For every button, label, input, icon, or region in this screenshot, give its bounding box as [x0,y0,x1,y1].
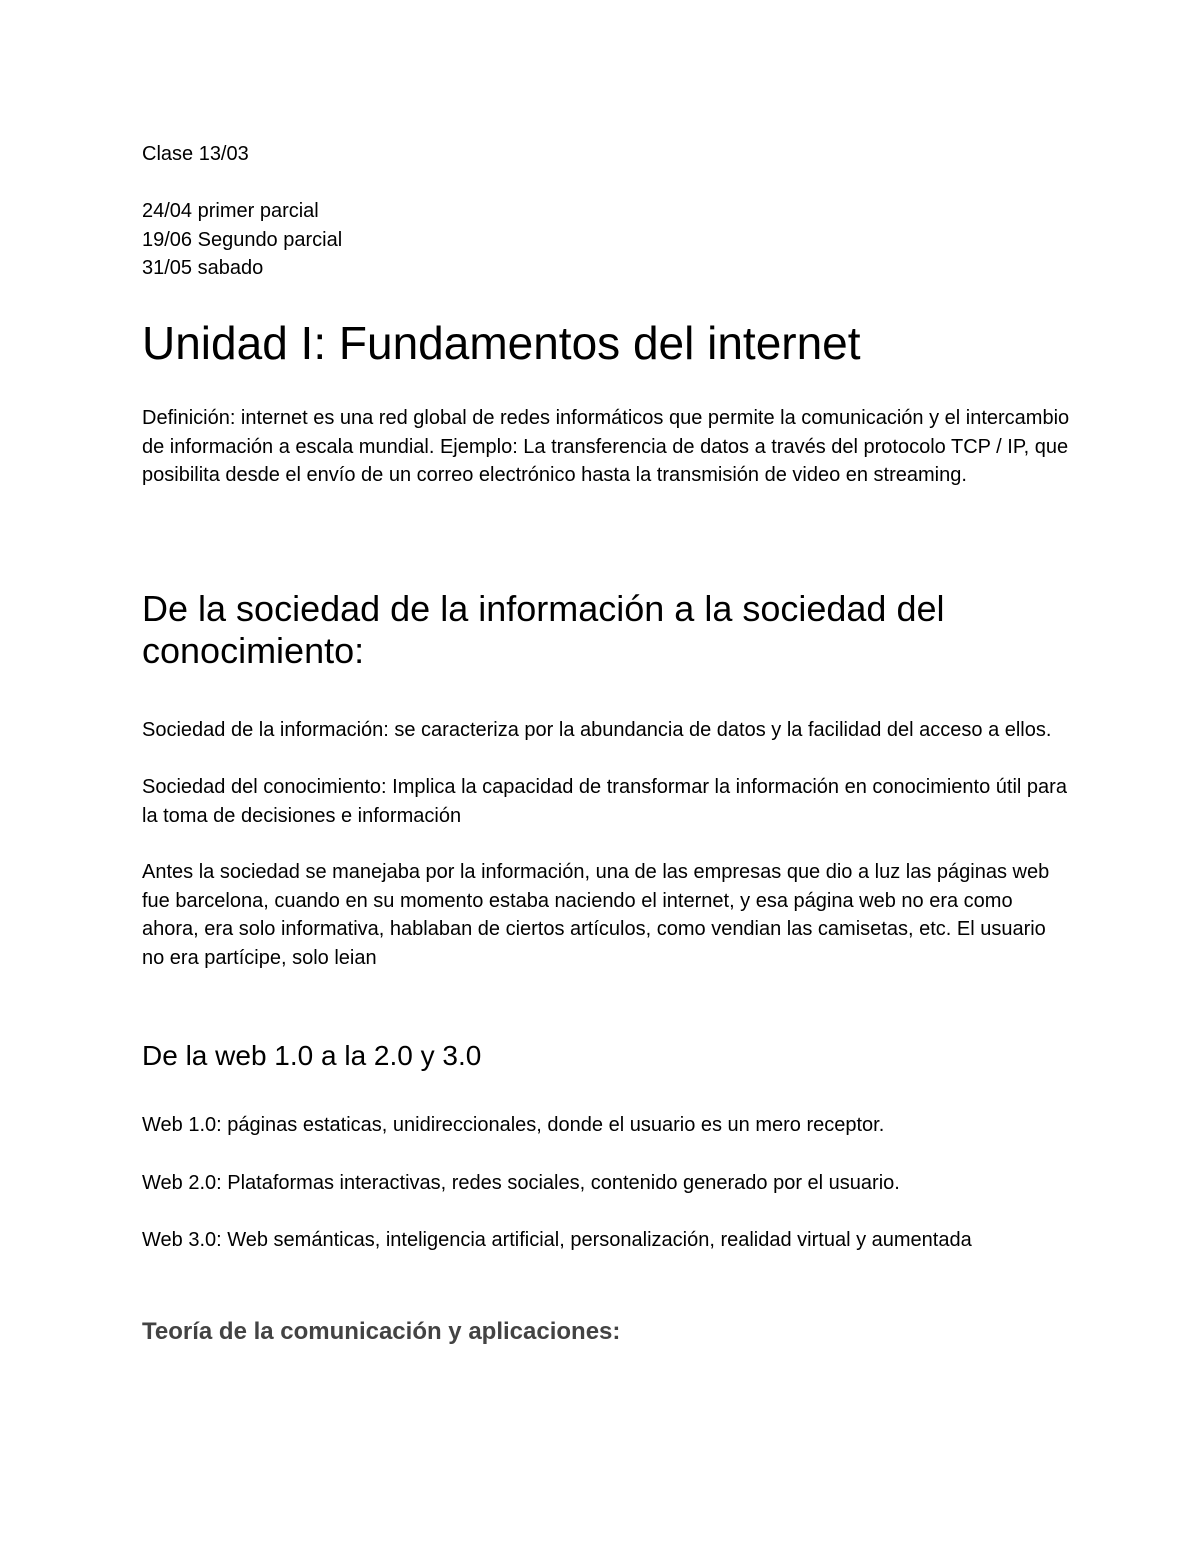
info-society-paragraph: Sociedad de la información: se caracteriza por la abundancia de datos y la facilidad del acceso a ellos. [142,719,1052,741]
web-section-heading: De la web 1.0 a la 2.0 y 3.0 [142,1040,482,1071]
knowledge-society-paragraph: Sociedad del conocimiento: Implica la capacidad de transformar la información en conocimiento útil para la toma de decisiones e información [142,776,1067,827]
society-section-heading: De la sociedad de la información a la sociedad del conocimiento: [142,588,945,671]
definition-paragraph: Definición: internet es una red global de redes informáticos que permite la comunicación y el intercambio de información a escala mundial. Ejemplo: La transferencia de datos a través del protocolo TCP / IP, que posibilita desde el envío de un correo electrónico hasta la transmisión de video en streaming. [142,407,1070,486]
web1-description: Web 1.0: páginas estaticas, unidireccionales, donde el usuario es un mero receptor. [142,1114,885,1136]
unit-title: Unidad I: Fundamentos del internet [142,317,861,369]
theory-section-heading: Teoría de la comunicación y aplicaciones: [142,1318,621,1345]
history-paragraph: Antes la sociedad se manejaba por la información, una de las empresas que dio a luz las páginas web fue barcelona, cuando en su momento estaba naciendo el internet, y esa página web no era como ahora, era solo informativa, hablaban de ciertos artículos, como vendian las camisetas, etc. El usuario no era partícipe, solo leian [142,861,1050,969]
class-date-text: Clase 13/03 [142,143,249,165]
date-item-saturday: 31/05 sabado [142,257,264,279]
date-item-first-exam: 24/04 primer parcial [142,200,319,222]
web2-description: Web 2.0: Plataformas interactivas, redes sociales, contenido generado por el usuario. [142,1172,900,1194]
date-item-second-exam: 19/06 Segundo parcial [142,229,343,251]
web3-description: Web 3.0: Web semánticas, inteligencia artificial, personalización, realidad virtual y aumentada [142,1229,972,1251]
